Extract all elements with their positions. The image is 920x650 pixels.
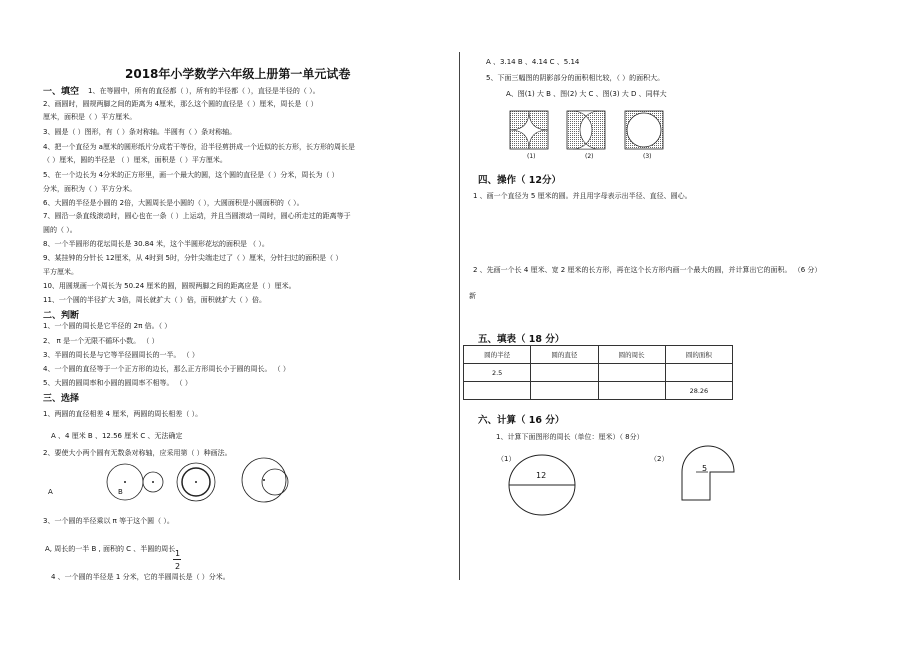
- table-header: 圆的半径: [464, 346, 531, 364]
- fill-blank-line: 4、把一个直径为 a厘米的圆形纸片分成若干等份，沿半径剪拼成一个近似的长方形，长方形的周长是: [43, 143, 355, 151]
- table-cell: [464, 382, 531, 400]
- calc-q1: 1、计算下面图形的周长（单位：厘米）（ 8分）: [496, 433, 644, 441]
- fill-blank-line: 7、圆沿一条直线滚动时，圆心也在一条（ ）上运动，并且当圆滚动一周时，圆心所走过的距离等于: [43, 212, 351, 220]
- radius-value: 5: [702, 464, 708, 473]
- table-row: [464, 382, 733, 400]
- section-2-heading: 二、判断: [43, 311, 80, 321]
- right-q5-options: A、图(1) 大 B 、图(2) 大 C 、图(3) 大 D 、同样大: [506, 90, 667, 98]
- shaded-figures: [510, 111, 660, 155]
- true-false-line: 2、 π 是一个无限不循环小数。 （ ）: [43, 337, 159, 345]
- calc-fig1-label: （1）: [497, 455, 516, 463]
- table-cell: [531, 364, 598, 382]
- fill-blank-line: 5、在一个边长为 4分米的正方形里，画一个最大的圆，这个圆的直径是（ ）分米，周长为（ ）: [43, 171, 339, 179]
- figure-1-label: (1): [527, 153, 536, 160]
- right-q5: 5、下面三幅图的阴影部分的面积相比较，（ ）的面积大。: [486, 74, 665, 82]
- table-header: 圆的周长: [598, 346, 665, 364]
- true-false-line: 3、半圆的周长是与它等半径圆周长的一半。 （ ）: [43, 351, 199, 359]
- figure-2-label: (2): [585, 153, 594, 160]
- table-header: 圆的直径: [531, 346, 598, 364]
- fill-blank-line: 平方厘米。: [43, 268, 78, 276]
- fill-blank-line: 10、用圆规画一个周长为 50.24 厘米的圆，圆规两脚之间的距离应是（ ）厘米。: [43, 282, 296, 290]
- true-false-line: 4、一个圆的直径等于一个正方形的边长，那么正方形周长小于圆的周长。 （ ）: [43, 365, 290, 373]
- fraction-numerator: 1: [175, 549, 181, 558]
- fill-table: [463, 345, 733, 400]
- page-title: 2018年小学数学六年级上册第一单元试卷: [125, 67, 351, 81]
- table-cell: 2.5: [464, 364, 531, 382]
- table-row: [464, 364, 733, 382]
- select-q3-options: A, 周长的一半 B , 面积的 C 、半圆的周长: [45, 545, 176, 553]
- figure-3-label: (3): [643, 153, 652, 160]
- calc-fig2-label: （2）: [650, 455, 669, 463]
- fill-blank-line: 1、在等圆中，所有的直径都（ ），所有的半径都（ ），直径是半径的（ ）。: [88, 87, 320, 95]
- section-5-heading: 五、填表（ 18 分）: [478, 334, 565, 345]
- table-cell: [665, 364, 732, 382]
- fill-blank-line: 11、一个圆的半径扩大 3倍，周长就扩大（ ）倍，面积就扩大（ ）倍。: [43, 296, 267, 304]
- diameter-value: 12: [536, 471, 547, 480]
- select-q1: 1、两圆的直径相差 4 厘米，两圆的周长相差（ ）。: [43, 410, 203, 418]
- option-a-label: A: [48, 488, 53, 496]
- select-q4: 4 、一个圆的半径是 1 分米，它的半圆周长是（ ）分米。: [51, 573, 230, 581]
- true-false-line: 1、一个圆的周长是它半径的 2π 倍。（ ）: [43, 322, 172, 330]
- true-false-line: 5、大圆的圆周率和小圆的圆周率不相等。 （ ）: [43, 379, 192, 387]
- fraction-denominator: 2: [175, 562, 181, 571]
- options-line: A 、3.14 B 、4.14 C 、5.14: [486, 58, 580, 66]
- fill-blank-line: 2、画圆时，圆规两脚之间的距离为 4厘米，那么这个圆的直径是（ ）厘米，周长是（ ）: [43, 100, 318, 108]
- table-cell: [598, 382, 665, 400]
- section-1-heading: 一、填空: [43, 87, 80, 97]
- select-q2: 2、要使大小两个圆有无数条对称轴，应采用第（ ）种画法。: [43, 449, 232, 457]
- fill-blank-line: 6、大圆的半径是小圆的 2倍，大圆周长是小圆的（ ），大圆面积是小圆面积的（ ）。: [43, 199, 304, 207]
- fill-blank-line: （ ）厘米，圆的半径是 （ ）厘米，面积是（ ）平方厘米。: [43, 156, 227, 164]
- table-cell: [598, 364, 665, 382]
- table-header: 圆的面积: [665, 346, 732, 364]
- table-header-row: [464, 346, 733, 364]
- table-cell: 28.26: [665, 382, 732, 400]
- table-cell: [531, 382, 598, 400]
- circle-diameter-figure: [505, 455, 595, 520]
- section-4-heading: 四、操作（ 12分）: [478, 175, 562, 186]
- select-q3: 3、一个圆的半径乘以 π 等于这个圆（ ）。: [43, 517, 174, 525]
- circle-options-figure: [45, 455, 305, 510]
- fill-blank-line: 3、圆是（ ）图形，有（ ）条对称轴。半圆有（ ）条对称轴。: [43, 128, 237, 136]
- section-6-heading: 六、计算（ 16 分）: [478, 415, 565, 426]
- composite-shape-figure: [678, 440, 758, 510]
- fill-blank-line: 厘米，面积是（ ）平方厘米。: [43, 113, 137, 121]
- fill-blank-line: 9、某挂钟的分针长 12厘米，从 4时到 5时，分针尖端走过了（ ）厘米，分针扫过的面积是（ ）: [43, 254, 343, 262]
- fill-blank-line: 圆的（ ）。: [43, 226, 77, 234]
- operation-q1: 1 、画一个直径为 5 厘米的圆。并且用字母表示出半径、直径、圆心。: [473, 192, 692, 200]
- option-b-label: B: [118, 488, 123, 496]
- fill-blank-line: 分米，面积为（ ）平方分米。: [43, 185, 137, 193]
- operation-q2: 2 、先画一个长 4 厘米、宽 2 厘米的长方形，再在这个长方形内画一个最大的圆，并计算出它的面积。 （6 分）: [473, 266, 822, 274]
- fraction-bar: [173, 559, 181, 560]
- select-q1-options: A 、4 厘米 B 、12.56 厘米 C 、无法确定: [51, 432, 183, 440]
- section-3-heading: 三、选择: [43, 394, 80, 404]
- stray-char: 新: [469, 292, 476, 300]
- fill-blank-line: 8、一个半圆形的花坛周长是 30.84 米，这个半圆形花坛的面积是 （ ）。: [43, 240, 269, 248]
- column-divider: [459, 52, 460, 580]
